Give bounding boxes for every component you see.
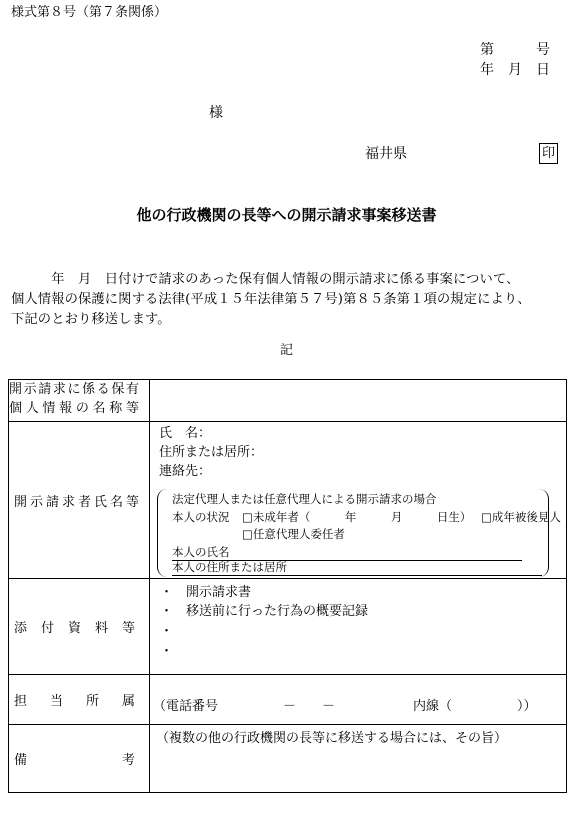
row-remarks — [9, 725, 567, 793]
label-requester: 開示請求者氏名等 — [14, 494, 143, 510]
status-minor-checkbox[interactable]: □未成年者（ 年 月 日生） — [242, 510, 472, 524]
ki-heading: 記 — [280, 343, 294, 358]
body-line-3: 下記のとおり移送します。 — [11, 312, 171, 327]
remarks-note: （複数の他の行政機関の長等に移送する場合には、その旨） — [156, 731, 508, 746]
status-guardian-checkbox[interactable]: □成年被後見人 — [481, 510, 561, 524]
document-date: 年 月 日 — [480, 62, 550, 78]
attachment-item: ・ — [160, 624, 174, 639]
label-char: 所 — [85, 694, 99, 709]
label-department — [9, 690, 149, 709]
label-char: 当 — [49, 694, 63, 709]
body-line-1: 年 月 日付けで請求のあった保有個人情報の開示請求に係る事案について、 — [11, 272, 520, 287]
label-attachments — [9, 617, 149, 636]
label-requester-cell — [9, 422, 150, 579]
label-line: 開示請求に係る保有 — [9, 382, 139, 397]
label-char: 属 — [121, 694, 135, 709]
label-char: 料 — [94, 621, 108, 636]
requester-name-label: 氏 名： — [159, 426, 212, 441]
label-line: 個人情報の名称等 — [9, 401, 139, 416]
principal-status-label: 本人の状況 — [172, 510, 230, 524]
principal-name-label: 本人の氏名 — [172, 545, 230, 559]
seal-stamp: 印 — [539, 143, 558, 164]
phone-extension-line: （電話番号 － － 内線（ ）） — [153, 699, 537, 714]
requester-address-label: 住所または居所： — [159, 445, 264, 460]
label-attachments-cell — [9, 579, 150, 675]
sender-name: 福井県 — [365, 146, 407, 162]
proxy-bracket — [157, 489, 549, 577]
row-department — [9, 675, 567, 725]
label-char: 考 — [121, 753, 135, 768]
row-info-name — [9, 380, 567, 422]
field-department[interactable] — [150, 675, 567, 725]
principal-address-label: 本人の住所または居所 — [172, 560, 287, 574]
label-char: 担 — [14, 694, 28, 709]
label-char: 添 — [14, 621, 28, 636]
document-title: 他の行政機関の長等への開示請求事案移送書 — [136, 206, 437, 224]
status-agent-checkbox[interactable]: □任意代理人委任者 — [242, 527, 345, 541]
label-char: 付 — [40, 621, 54, 636]
proxy-heading: 法定代理人または任意代理人による開示請求の場合 — [172, 492, 437, 506]
document-number: 第 号 — [480, 42, 550, 58]
requester-contact-label: 連絡先： — [159, 464, 212, 479]
label-char: 資 — [67, 621, 81, 636]
attachment-item: ・ 移送前に行った行為の概要記録 — [160, 604, 369, 619]
label-char: 備 — [14, 753, 28, 768]
label-remarks-cell — [9, 725, 150, 793]
attachment-item: ・ 開示請求書 — [160, 585, 252, 600]
label-char: 等 — [121, 621, 135, 636]
body-line-2: 個人情報の保護に関する法律(平成１５年法律第５７号)第８５条第１項の規定により、 — [11, 292, 531, 307]
field-remarks[interactable] — [150, 725, 567, 793]
attachment-item: ・ — [160, 644, 174, 659]
body-paragraph — [11, 270, 566, 330]
transfer-form-table — [8, 379, 567, 793]
label-info-name — [9, 380, 150, 422]
addressee-suffix: 様 — [209, 105, 223, 121]
field-attachments[interactable] — [150, 579, 567, 675]
row-attachments — [9, 579, 567, 675]
form-number: 様式第８号（第７条関係） — [11, 5, 168, 20]
label-department-cell — [9, 675, 150, 725]
field-info-name[interactable] — [150, 380, 567, 422]
label-remarks — [9, 749, 149, 768]
